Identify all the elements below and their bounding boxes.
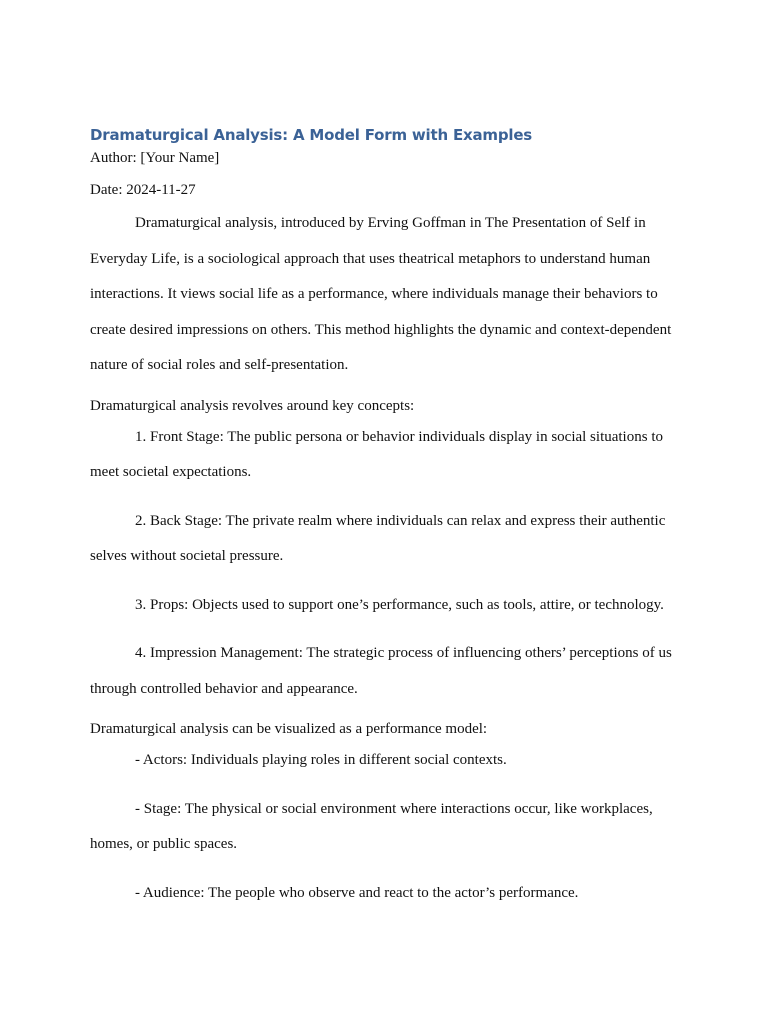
- model-list: [90, 743, 680, 911]
- concept-item-front-stage: 1. Front Stage: The public persona or behavior individuals display in social situations to meet societal expectations.: [90, 428, 663, 480]
- concept-item-back-stage: 2. Back Stage: The private realm where individuals can relax and express their authentic selves without societal pressure.: [90, 512, 666, 564]
- intro-paragraph: Dramaturgical analysis, introduced by Erving Goffman in The Presentation of Self in Everyday Life, is a sociological approach that uses theatrical metaphors to understand human interactions. It views social life as a performance, where individuals manage their behaviors to create desired impressions on others. This method highlights the dynamic and context-dependent nature of social roles and self-presentation.: [90, 215, 672, 373]
- model-item-actors: - Actors: Individuals playing roles in different social contexts.: [135, 752, 507, 768]
- model-item-audience: - Audience: The people who observe and react to the actor’s performance.: [135, 884, 579, 901]
- concepts-heading: Dramaturgical analysis revolves around key concepts:: [90, 397, 415, 414]
- author-line: Author: [Your Name]: [90, 150, 220, 166]
- model-heading: Dramaturgical analysis can be visualized as a performance model:: [90, 721, 488, 737]
- document-title: Dramaturgical Analysis: A Model Form with Examples: [90, 126, 533, 144]
- document-page: [90, 122, 680, 911]
- concept-item-impression-management: 4. Impression Management: The strategic process of influencing others’ perceptions of us through controlled behavior and appearance.: [90, 645, 672, 697]
- concepts-list: [90, 420, 680, 708]
- model-item-stage: - Stage: The physical or social environment where interactions occur, like workplaces, homes, or public spaces.: [90, 800, 653, 852]
- concept-item-props: 3. Props: Objects used to support one’s performance, such as tools, attire, or technology.: [135, 596, 664, 613]
- date-line: Date: 2024-11-27: [90, 182, 196, 198]
